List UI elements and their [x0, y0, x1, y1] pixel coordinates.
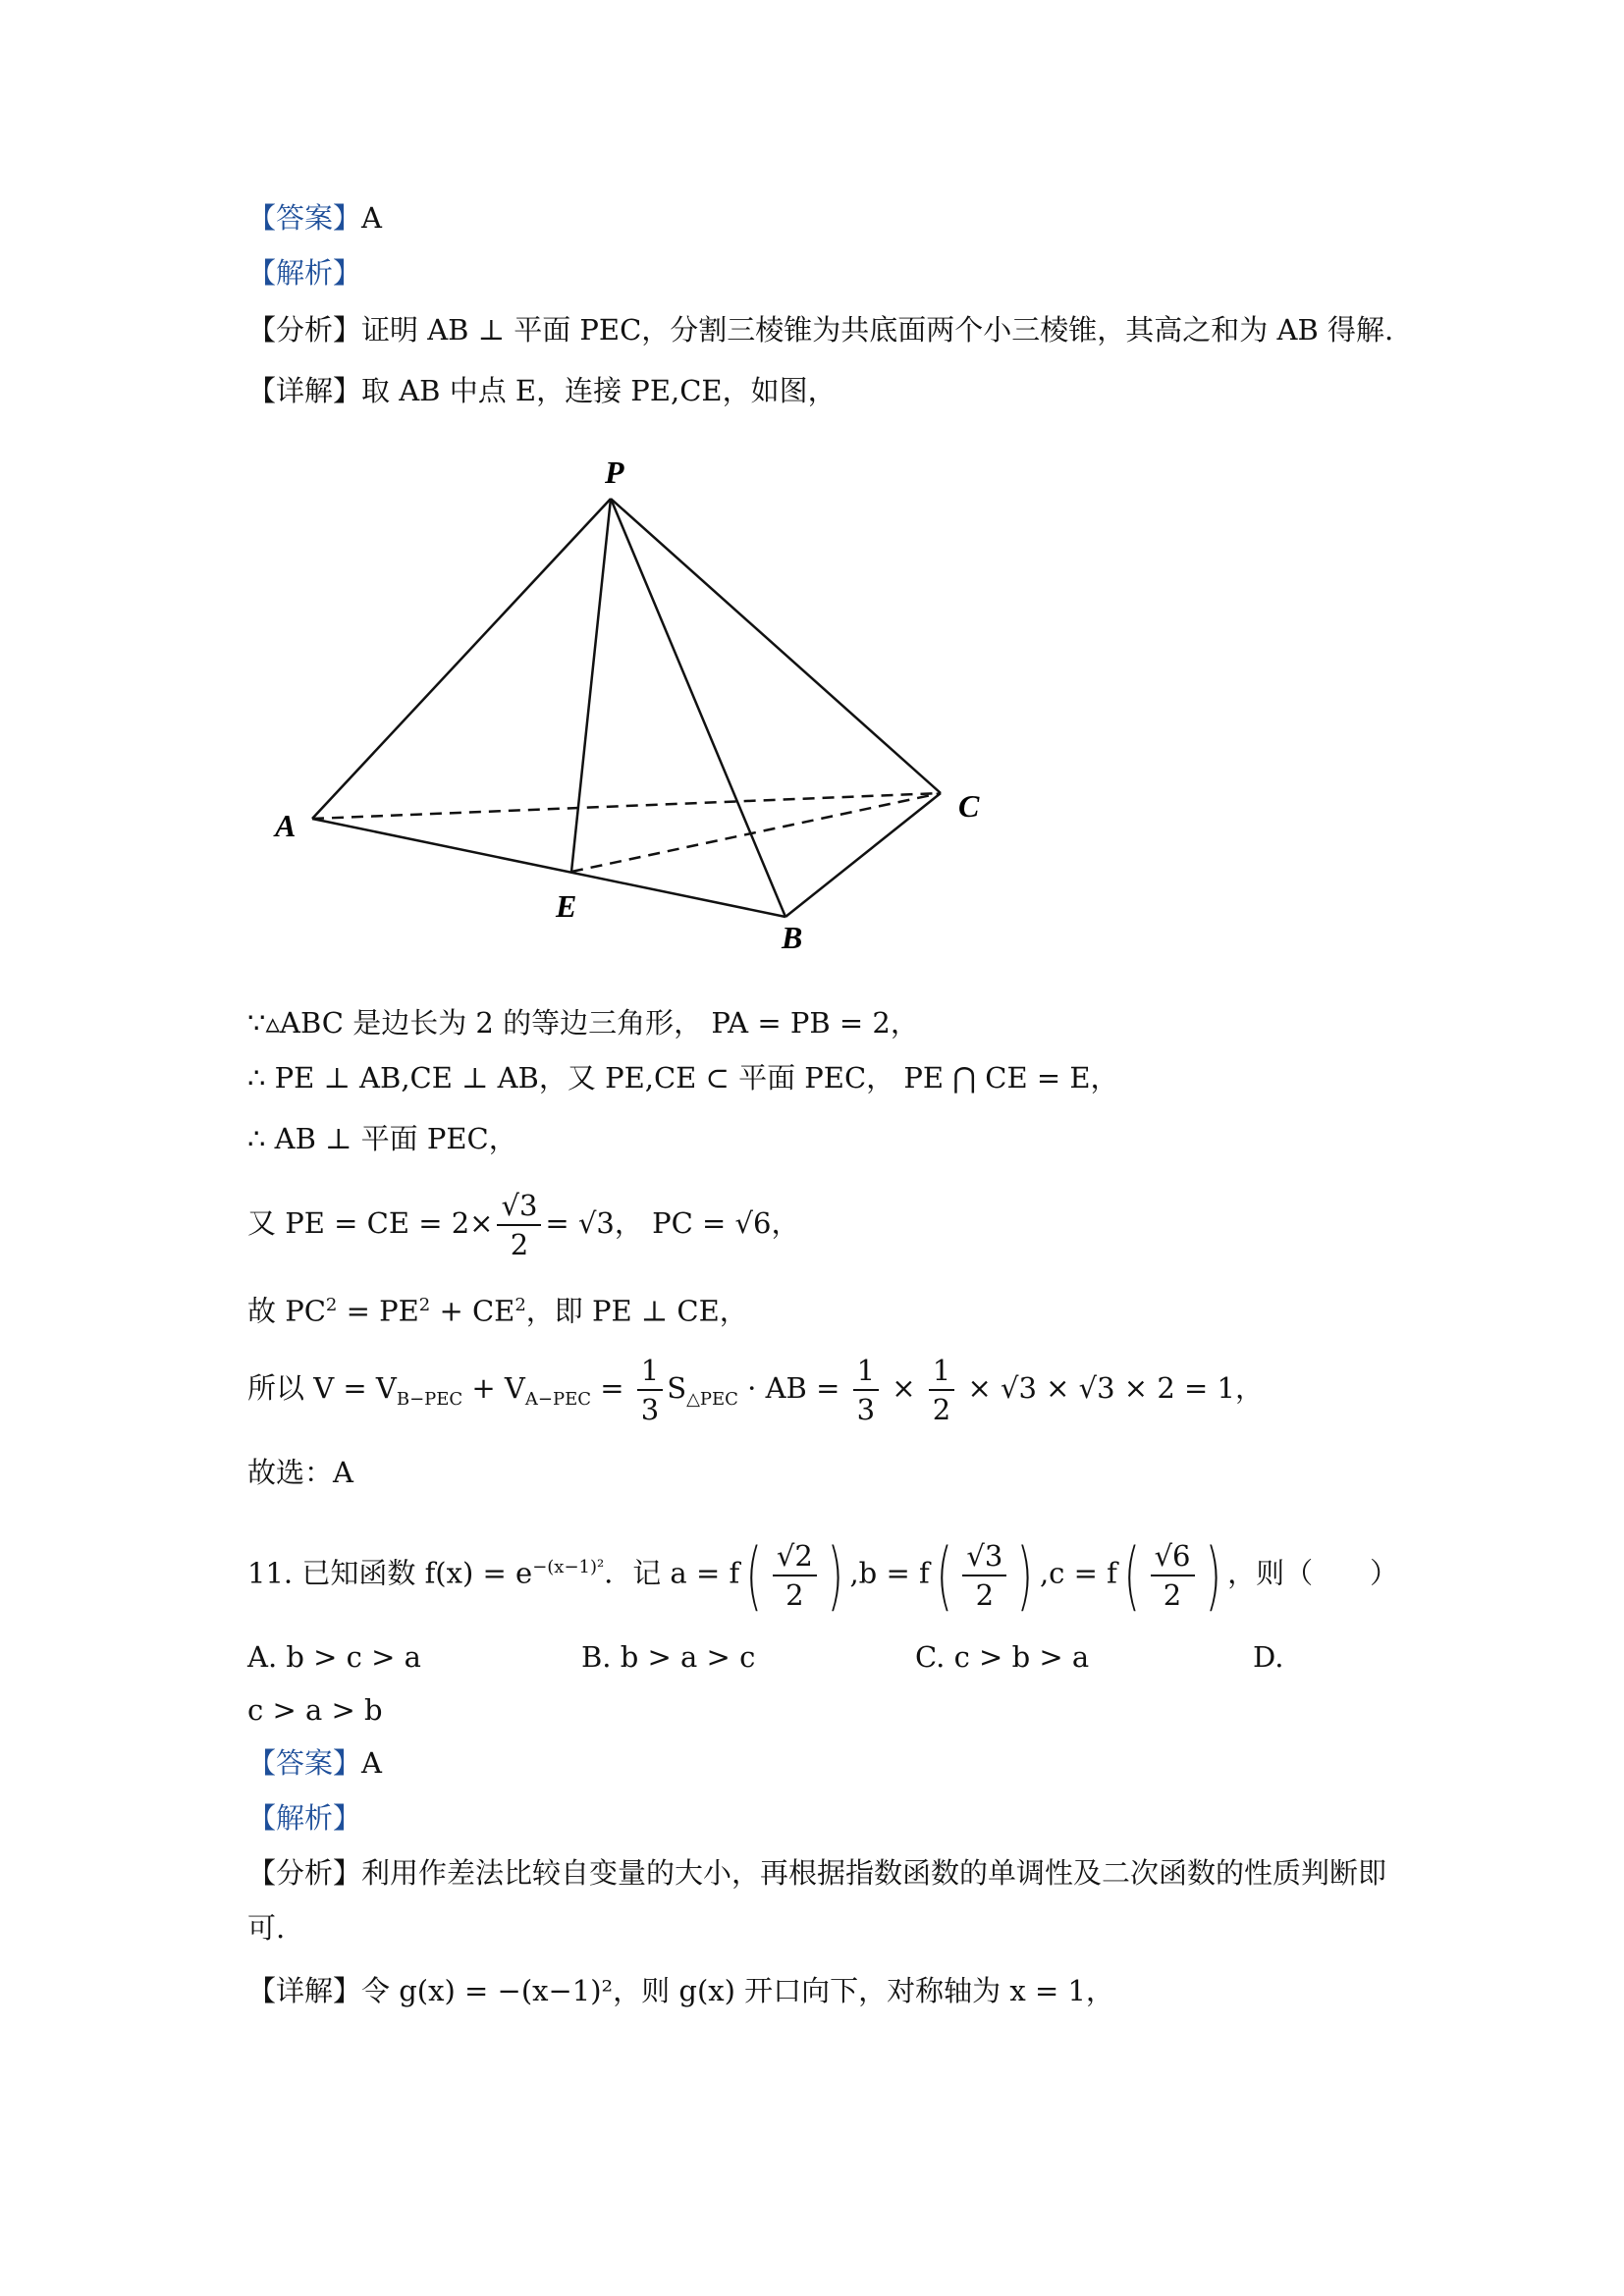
q11-exponent: −(x−1)² [532, 1557, 605, 1577]
q11-function: f(x) = e [424, 1556, 533, 1590]
step-4 [247, 1184, 799, 1263]
step-5-prefix: 故 PC [247, 1294, 326, 1328]
fraction-denominator: 3 [640, 1393, 660, 1426]
fraction-numerator: 1 [929, 1352, 954, 1391]
edge-PA [312, 499, 611, 819]
fenxi-line-2b [247, 1908, 285, 1948]
label-E: E [556, 888, 577, 924]
fraction-sqrt3-over-2 [962, 1537, 1006, 1614]
right-paren: ) [827, 1530, 843, 1619]
answer-tag: 【答案】 [247, 201, 362, 235]
q11-c-eq: ,c = f [1039, 1556, 1117, 1590]
xiangjie-text: 令 g(x) = −(x−1)²，则 g(x) 开口向下，对称轴为 x = 1， [361, 1974, 1114, 2007]
label-P: P [605, 454, 624, 490]
question-11 [247, 1523, 1398, 1618]
left-paren: ( [1123, 1530, 1140, 1619]
edge-AC-dashed [312, 793, 941, 819]
xiangjie-text: 取 AB 中点 E，连接 PE,CE，如图， [361, 374, 837, 407]
sup-2: 2 [514, 1295, 526, 1315]
step-7-text: 故选：A [247, 1456, 353, 1489]
edge-AB [312, 819, 785, 917]
q11-mid: ．记 a = f [604, 1556, 740, 1590]
fenxi-line-2 [247, 1853, 1386, 1893]
fraction-one-third [637, 1352, 663, 1428]
fraction-denominator: 2 [932, 1393, 951, 1426]
fraction-numerator: 1 [853, 1352, 879, 1391]
step-3-text: ∴ AB ⊥ 平面 PEC， [247, 1122, 517, 1155]
step-6-prefix: 所以 V = V [247, 1371, 397, 1405]
step-3 [247, 1119, 517, 1158]
step-4-prefix: 又 PE = CE = 2× [247, 1206, 494, 1240]
answer-line-2 [247, 1743, 382, 1783]
fraction-numerator: √2 [773, 1537, 817, 1576]
xiangjie-tag: 【详解】 [247, 374, 362, 407]
sup-2: 2 [325, 1295, 338, 1315]
xiangjie-tag: 【详解】 [247, 1974, 362, 2007]
step-2-text: ∴ PE ⊥ AB,CE ⊥ AB，又 PE,CE ⊂ 平面 PEC， PE ⋂ CE = E， [247, 1061, 1119, 1095]
option-D-text: c > a > b [247, 1693, 383, 1727]
step-1 [247, 1003, 919, 1042]
option-C: C. c > b > a [915, 1640, 1090, 1674]
fraction-sqrt2-over-2 [773, 1537, 817, 1614]
fraction-one-half [929, 1352, 954, 1428]
left-paren: ( [936, 1530, 952, 1619]
right-paren: ) [1016, 1530, 1034, 1619]
fraction-sqrt6-over-2 [1151, 1537, 1195, 1614]
fraction-denominator: 3 [856, 1393, 876, 1426]
fraction-numerator: √6 [1151, 1537, 1195, 1576]
step-5-mid2: + CE [430, 1294, 515, 1328]
fraction-sqrt3-over-2 [497, 1187, 541, 1263]
edge-PB [611, 499, 785, 917]
fenxi-text-2: 可. [247, 1911, 286, 1945]
step-2 [247, 1058, 1119, 1097]
q11-suffix: ，则（ ） [1227, 1556, 1399, 1590]
fenxi-tag: 【分析】 [247, 313, 362, 347]
label-C: C [958, 788, 980, 824]
fenxi-text: 证明 AB ⊥ 平面 PEC，分割三棱锥为共底面两个小三棱锥，其高之和为 AB 得解. [361, 313, 1394, 347]
option-A: A. b > c > a [247, 1640, 421, 1674]
step-6-eq: = [590, 1371, 633, 1405]
right-paren: ) [1205, 1530, 1221, 1619]
analysis-tag: 【解析】 [247, 1801, 362, 1835]
answer-tag: 【答案】 [247, 1746, 362, 1780]
left-paren: ( [745, 1530, 763, 1619]
step-6-plus: + V [462, 1371, 525, 1405]
xiangjie-line-2 [247, 1971, 1114, 2010]
step-5 [247, 1286, 748, 1331]
edge-PE [571, 499, 611, 872]
q11-b-eq: ,b = f [849, 1556, 930, 1590]
times-sign: × [883, 1371, 925, 1405]
step-6-ab: · AB = [737, 1371, 849, 1405]
label-B: B [782, 920, 803, 955]
step-4-suffix: = √3， PC = √6， [545, 1206, 800, 1240]
edge-PC [611, 499, 941, 793]
fraction-denominator: 2 [1163, 1577, 1182, 1612]
step-6-tail: × √3 × √3 × 2 = 1， [958, 1371, 1264, 1405]
fenxi-text-1: 利用作差法比较自变量的大小，再根据指数函数的单调性及二次函数的性质判断即 [361, 1856, 1387, 1890]
fraction-denominator: 2 [785, 1577, 804, 1612]
sub-A-PEC: A−PEC [524, 1388, 591, 1410]
option-B: B. b > a > c [581, 1640, 756, 1674]
answer-value: A [361, 1746, 382, 1780]
step-6 [247, 1349, 1264, 1439]
step-5-suffix: ，即 PE ⊥ CE， [525, 1294, 748, 1328]
area-symbol: S [667, 1371, 687, 1405]
fraction-denominator: 2 [975, 1577, 995, 1612]
sub-triangle-PEC: △PEC [686, 1388, 738, 1410]
fenxi-tag: 【分析】 [247, 1856, 362, 1890]
fraction-one-third-2 [853, 1352, 879, 1428]
fraction-denominator: 2 [510, 1228, 529, 1261]
sup-2: 2 [418, 1295, 431, 1315]
answer-value: A [361, 201, 382, 235]
edge-BC [785, 793, 941, 917]
step-1-text: ∵▵ABC 是边长为 2 的等边三角形， PA = PB = 2， [247, 1006, 919, 1040]
sub-B-PEC: B−PEC [396, 1388, 463, 1410]
option-D-label: D. [1253, 1640, 1284, 1674]
fraction-numerator: √3 [497, 1187, 541, 1226]
step-7 [247, 1453, 353, 1492]
step-5-mid: = PE [337, 1294, 419, 1328]
fraction-numerator: √3 [962, 1537, 1006, 1576]
analysis-heading-2 [247, 1798, 361, 1838]
analysis-tag: 【解析】 [247, 256, 362, 290]
fraction-numerator: 1 [637, 1352, 663, 1391]
q11-prefix: 11. 已知函数 [247, 1556, 425, 1590]
label-A: A [275, 808, 297, 843]
